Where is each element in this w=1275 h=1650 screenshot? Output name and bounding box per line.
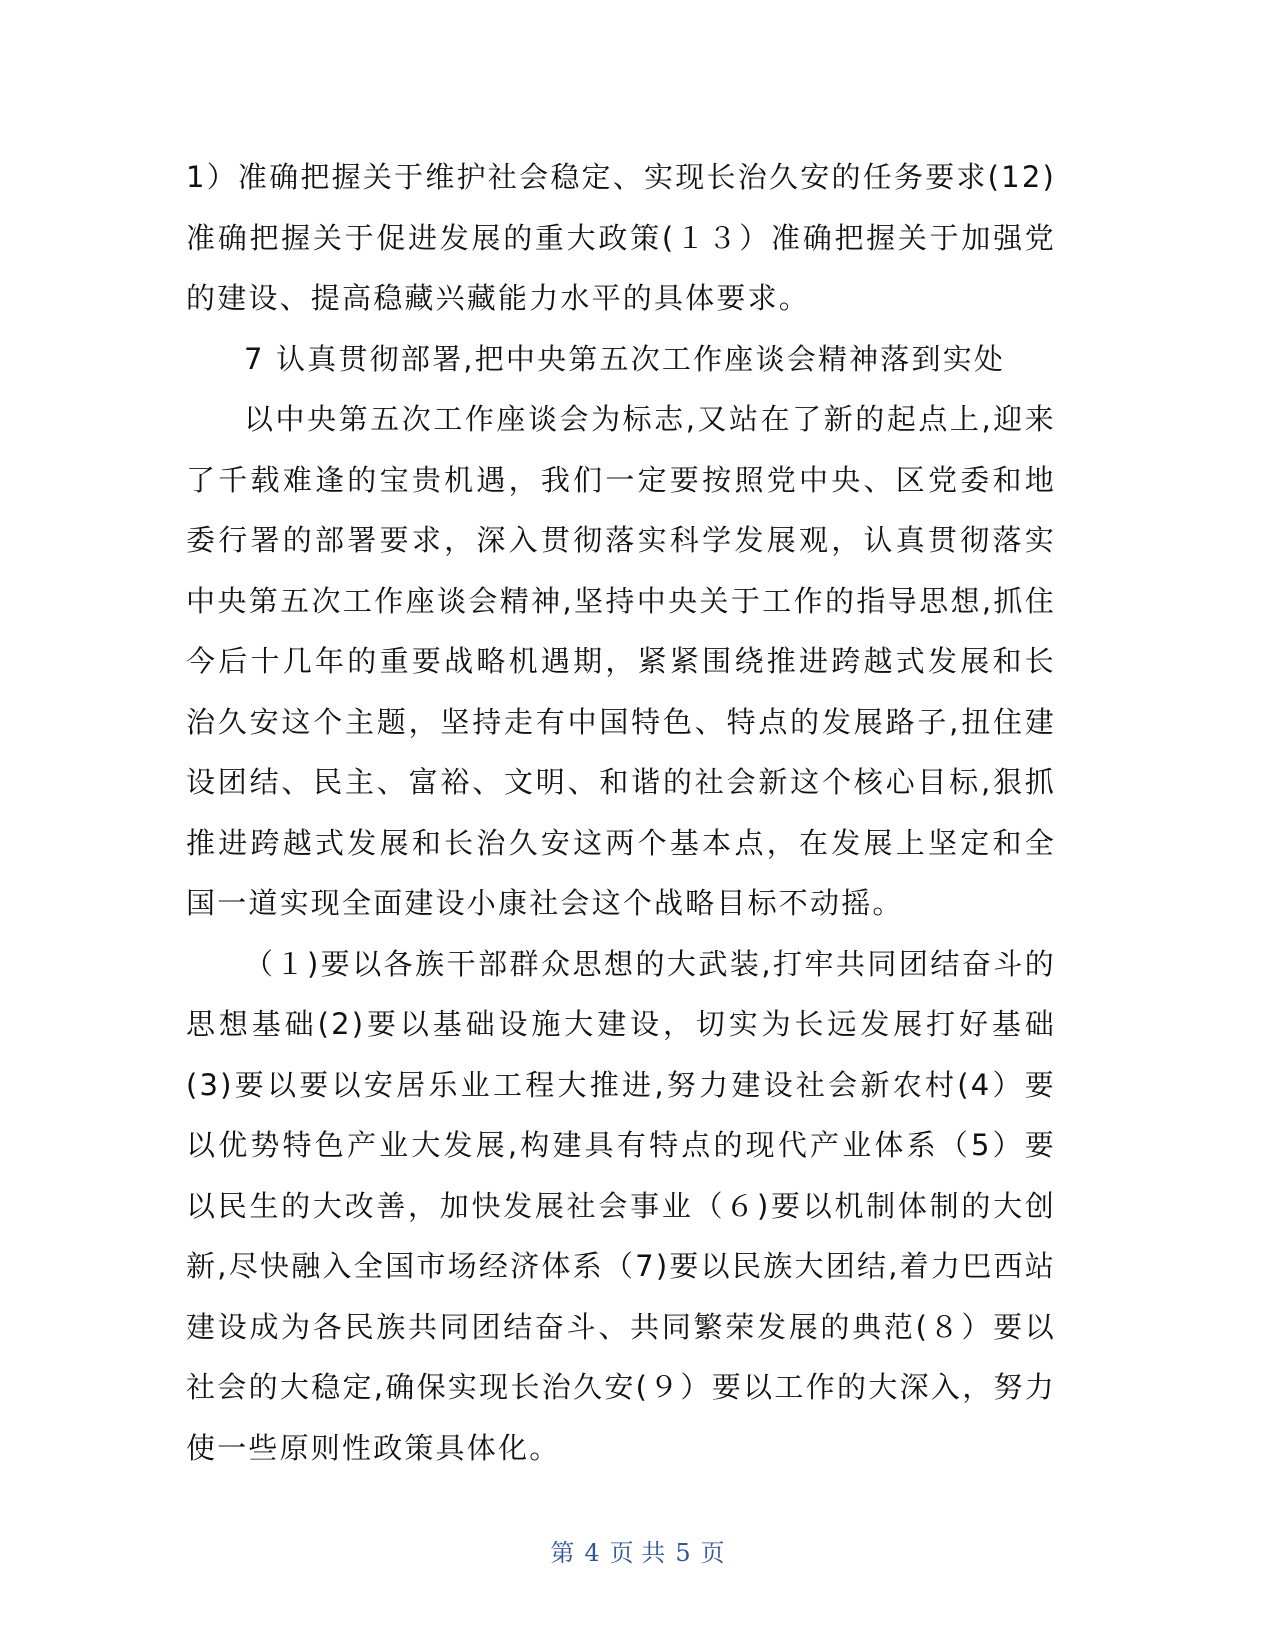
footer-total-pages: 5 — [675, 1539, 691, 1567]
page-footer — [0, 1533, 1275, 1568]
footer-suffix: 页 — [700, 1539, 725, 1567]
paragraph-new-starting-point: 以中央第五次工作座谈会为标志,又站在了新的起点上,迎来了千载难逢的宝贵机遇，我们一定要按照党中央、区党委和地委行署的部署要求，深入贯彻落实科学发展观，认真贯彻落实中央第五次工作座谈会精神,坚持中央关于工作的指导思想,抓住今后十几年的重要战略机遇期，紧紧围绕推进跨越式发展和长治久安这个主题，坚持走有中国特色、特点的发展路子,扭住建设团结、民主、富裕、文明、和谐的社会新这个核心目标,狠抓推进跨越式发展和长治久安这两个基本点，在发展上坚定和全国一道实现全面建设小康社会这个战略目标不动摇。 — [186, 402, 1056, 920]
section-heading-7: 7 认真贯彻部署,把中央第五次工作座谈会精神落到实处 — [244, 341, 1006, 376]
document-body — [186, 147, 1056, 1478]
paragraph-task-requirements: 1）准确把握关于维护社会稳定、实现长治久安的任务要求(12)准确把握关于促进发展的重大政策(１３）准确把握关于加强党的建设、提高稳藏兴藏能力水平的具体要求。 — [186, 160, 1056, 315]
footer-prefix: 第 — [550, 1539, 575, 1567]
paragraph-numbered-measures: （１)要以各族干部群众思想的大武装,打牢共同团结奋斗的思想基础(2)要以基础设施大建设，切实为长远发展打好基础(3)要以要以安居乐业工程大推进,努力建设社会新农村(4）要以优势特色产业大发展,构建具有特点的现代产业体系（5）要以民生的大改善，加快发展社会事业（６)要以机制体制的大创新,尽快融入全国市场经济体系（7)要以民族大团结,着力巴西站建设成为各民族共同团结奋斗、共同繁荣发展的典范(８）要以社会的大稳定,确保实现长治久安(９）要以工作的大深入，努力使一些原则性政策具体化。 — [186, 946, 1056, 1465]
footer-current-page: 4 — [584, 1539, 600, 1567]
footer-middle: 页 共 — [609, 1539, 666, 1567]
